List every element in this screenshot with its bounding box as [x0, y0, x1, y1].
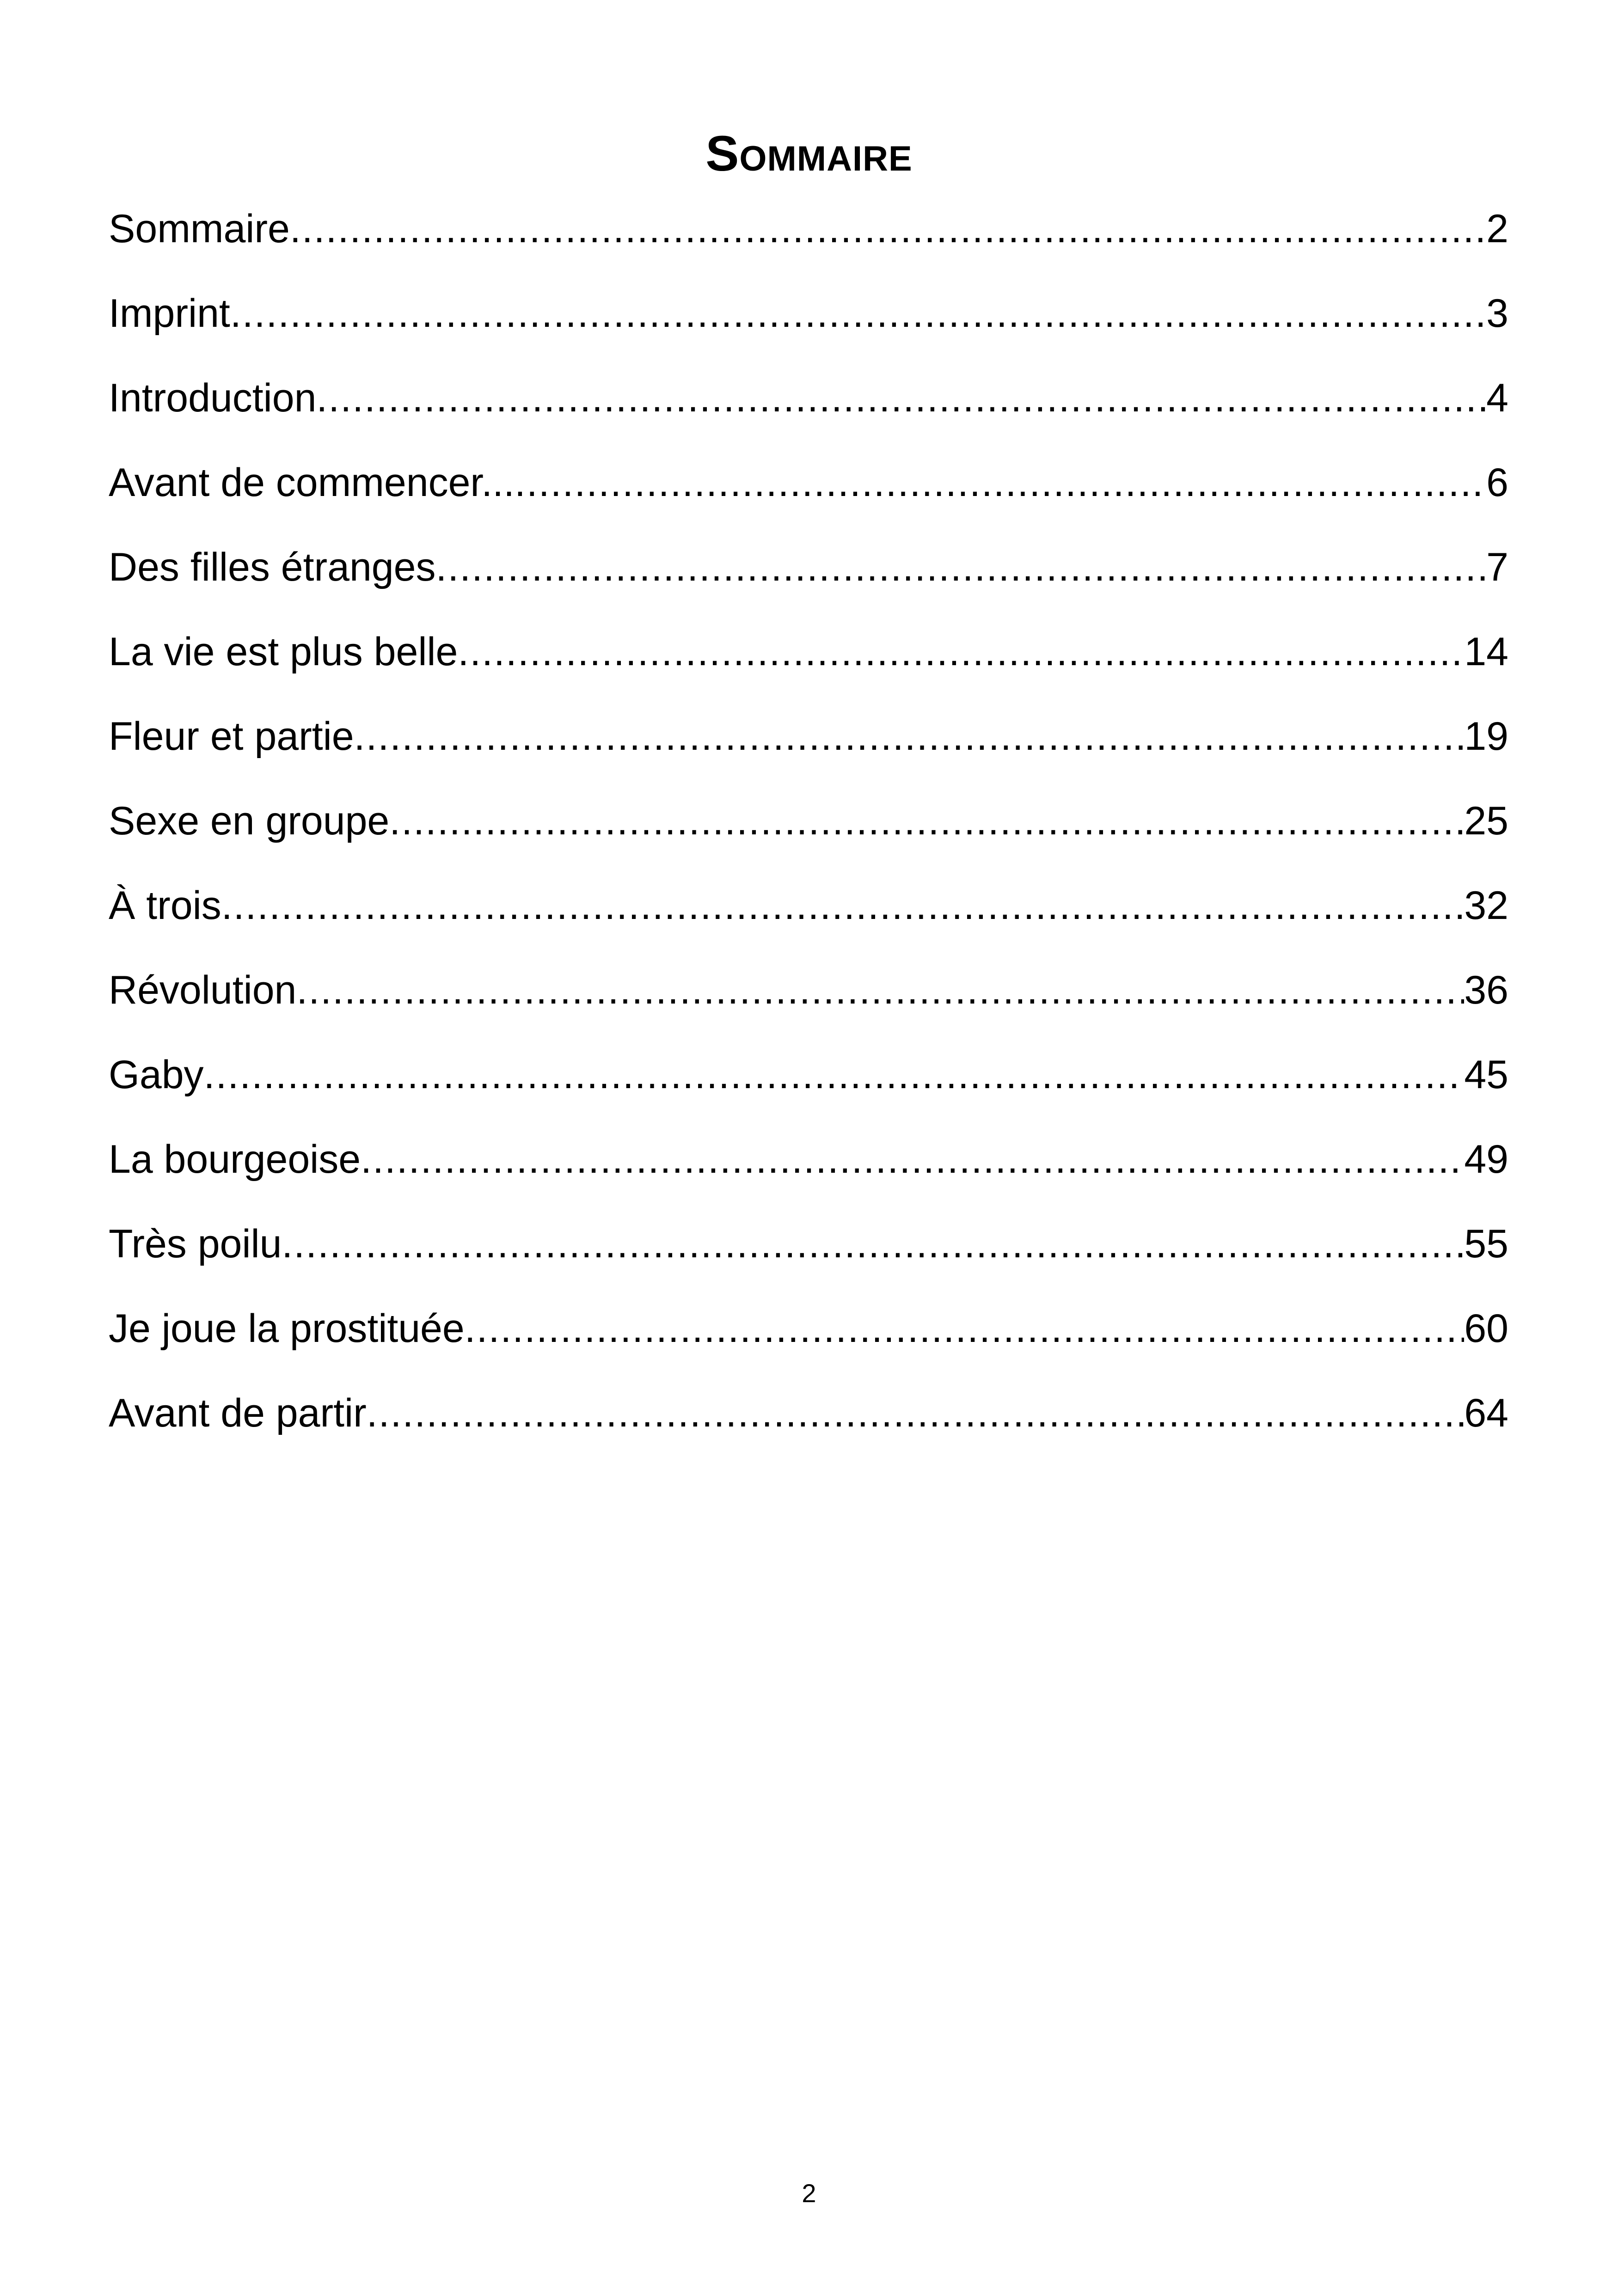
- table-of-contents: [109, 194, 1508, 1463]
- dot-leader: [221, 871, 1465, 940]
- toc-entry-page: 55: [1464, 1222, 1508, 1266]
- dot-leader: [296, 955, 1464, 1025]
- toc-entry-page: 3: [1486, 291, 1508, 336]
- dot-leader: [465, 1294, 1465, 1363]
- toc-entry[interactable]: [109, 702, 1508, 786]
- toc-entry-label: La vie est plus belle: [109, 630, 458, 674]
- toc-entry-page: 2: [1486, 207, 1508, 251]
- toc-entry[interactable]: [109, 1378, 1508, 1463]
- toc-entry-page: 14: [1464, 630, 1508, 674]
- toc-entry-label: Sexe en groupe: [109, 799, 390, 843]
- toc-entry[interactable]: [109, 1294, 1508, 1378]
- dot-leader: [282, 1209, 1464, 1279]
- toc-entry[interactable]: [109, 194, 1508, 279]
- toc-entry[interactable]: [109, 955, 1508, 1040]
- toc-entry-label: Avant de partir: [109, 1391, 367, 1435]
- toc-entry[interactable]: [109, 1040, 1508, 1125]
- toc-entry-label: Je joue la prostituée: [109, 1306, 465, 1351]
- toc-entry-label: Avant de commencer...: [109, 460, 515, 505]
- dot-leader: [458, 617, 1464, 686]
- toc-entry[interactable]: [109, 617, 1508, 702]
- dot-leader: [361, 1125, 1464, 1194]
- toc-entry-page: 64: [1464, 1391, 1508, 1435]
- toc-entry[interactable]: [109, 1125, 1508, 1209]
- toc-entry[interactable]: [109, 279, 1508, 363]
- toc-entry-label: La bourgeoise: [109, 1137, 361, 1182]
- page-number: 2: [802, 2179, 816, 2208]
- toc-entry-page: 60: [1464, 1306, 1508, 1351]
- toc-entry-label: Gaby: [109, 1053, 204, 1097]
- toc-entry-label: Imprint: [109, 291, 230, 336]
- toc-entry[interactable]: [109, 448, 1508, 533]
- toc-entry-page: 6: [1486, 460, 1508, 505]
- toc-entry-label: Très poilu: [109, 1222, 282, 1266]
- toc-entry-page: 32: [1464, 883, 1508, 928]
- dot-leader: [515, 448, 1486, 517]
- dot-leader: [316, 363, 1486, 433]
- dot-leader: [354, 702, 1465, 771]
- toc-entry[interactable]: [109, 1209, 1508, 1294]
- toc-entry[interactable]: [109, 533, 1508, 617]
- toc-entry[interactable]: [109, 871, 1508, 955]
- toc-entry-page: 49: [1464, 1137, 1508, 1182]
- toc-entry[interactable]: [109, 363, 1508, 448]
- toc-entry-label: Des filles étranges: [109, 545, 436, 589]
- toc-entry-label: À trois: [109, 883, 221, 928]
- toc-entry-page: 4: [1486, 376, 1508, 420]
- dot-leader: [230, 279, 1486, 348]
- dot-leader: [367, 1378, 1465, 1448]
- toc-entry-page: 19: [1464, 714, 1508, 759]
- toc-entry-label: Sommaire: [109, 207, 290, 251]
- page-title: Sommaire: [705, 125, 913, 182]
- toc-entry-page: 7: [1486, 545, 1508, 589]
- toc-entry-page: 36: [1464, 968, 1508, 1012]
- toc-entry-page: 25: [1464, 799, 1508, 843]
- toc-entry-label: Révolution: [109, 968, 297, 1012]
- dot-leader: [290, 194, 1486, 263]
- toc-entry-page: 45: [1464, 1053, 1508, 1097]
- toc-entry-label: Fleur et partie: [109, 714, 354, 759]
- toc-entry-label: Introduction: [109, 376, 317, 420]
- toc-entry[interactable]: [109, 786, 1508, 871]
- dot-leader: [435, 533, 1486, 602]
- dot-leader: [389, 786, 1464, 856]
- dot-leader: [204, 1040, 1465, 1109]
